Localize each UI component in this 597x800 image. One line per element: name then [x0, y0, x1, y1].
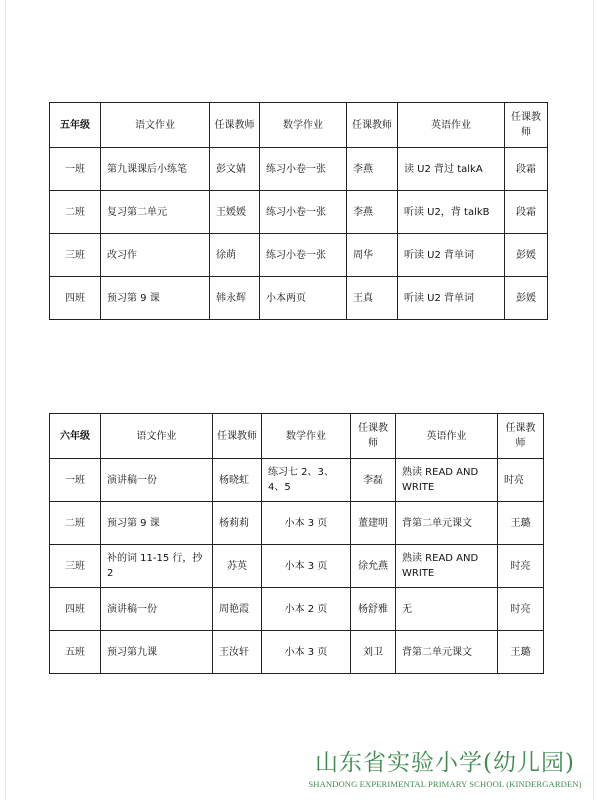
english-teacher: 段霜 [505, 148, 548, 191]
chinese-homework: 预习第九课 [101, 631, 213, 674]
col-teacher: 任课教师 [351, 414, 396, 459]
grade6-homework-table [49, 413, 544, 674]
chinese-homework: 预习第 9 课 [101, 277, 210, 320]
english-homework: 熟读 READ AND WRITE [396, 459, 498, 502]
class-name: 三班 [50, 545, 101, 588]
chinese-homework: 改习作 [101, 234, 210, 277]
math-teacher: 李燕 [347, 191, 398, 234]
table-row [50, 234, 548, 277]
math-homework: 小本 3 页 [262, 545, 351, 588]
chinese-teacher: 王媛媛 [210, 191, 260, 234]
math-homework: 练习小卷一张 [260, 234, 347, 277]
math-teacher: 徐允燕 [351, 545, 396, 588]
table-row [50, 148, 548, 191]
chinese-homework: 第九课课后小练笔 [101, 148, 210, 191]
math-teacher: 李磊 [351, 459, 396, 502]
col-english-homework: 英语作业 [398, 103, 505, 148]
chinese-teacher: 徐萌 [210, 234, 260, 277]
english-teacher: 段霜 [505, 191, 548, 234]
math-teacher: 王真 [347, 277, 398, 320]
table-header-row [50, 103, 548, 148]
english-homework: 听读 U2 背单词 [398, 234, 505, 277]
school-name-english: SHANDONG EXPERIMENTAL PRIMARY SCHOOL (KINDERGARDEN) [308, 779, 582, 789]
english-teacher: 时亮 [498, 545, 544, 588]
english-teacher: 彭媛 [505, 234, 548, 277]
math-homework: 练习小卷一张 [260, 148, 347, 191]
class-name: 二班 [50, 191, 101, 234]
math-homework: 小本 2 页 [262, 588, 351, 631]
english-homework: 听读 U2 背单词 [398, 277, 505, 320]
english-teacher: 王璐 [498, 502, 544, 545]
english-homework: 听读 U2，背 talkB [398, 191, 505, 234]
chinese-homework: 预习第 9 课 [101, 502, 213, 545]
col-chinese-homework: 语文作业 [101, 103, 210, 148]
english-homework: 读 U2 背过 talkA [398, 148, 505, 191]
english-teacher: 时亮 [498, 588, 544, 631]
table-row [50, 502, 544, 545]
chinese-homework: 补的词 11-15 行，抄 2 [101, 545, 213, 588]
chinese-teacher: 韩永辉 [210, 277, 260, 320]
grade5-homework-table [49, 102, 548, 320]
math-homework: 小本 3 页 [262, 631, 351, 674]
english-teacher: 时亮 [498, 459, 544, 502]
table-row [50, 545, 544, 588]
chinese-teacher: 周艳霞 [213, 588, 262, 631]
class-name: 五班 [50, 631, 101, 674]
class-name: 四班 [50, 277, 101, 320]
col-teacher: 任课教师 [213, 414, 262, 459]
english-teacher: 王璐 [498, 631, 544, 674]
table-row [50, 588, 544, 631]
math-teacher: 周华 [347, 234, 398, 277]
chinese-teacher: 杨晓虹 [213, 459, 262, 502]
chinese-teacher: 苏英 [213, 545, 262, 588]
english-homework: 背第二单元课文 [396, 631, 498, 674]
class-name: 一班 [50, 148, 101, 191]
col-english-homework: 英语作业 [396, 414, 498, 459]
chinese-teacher: 王汝轩 [213, 631, 262, 674]
col-teacher: 任课教师 [498, 414, 544, 459]
math-teacher: 刘卫 [351, 631, 396, 674]
col-math-homework: 数学作业 [262, 414, 351, 459]
chinese-teacher: 彭文婧 [210, 148, 260, 191]
chinese-homework: 演讲稿一份 [101, 588, 213, 631]
table-row [50, 459, 544, 502]
class-name: 一班 [50, 459, 101, 502]
col-teacher: 任课教师 [347, 103, 398, 148]
math-teacher: 董建明 [351, 502, 396, 545]
page-edge-right [593, 0, 594, 800]
table-row [50, 631, 544, 674]
class-name: 二班 [50, 502, 101, 545]
english-homework: 无 [396, 588, 498, 631]
math-homework: 小本两页 [260, 277, 347, 320]
table-header-row [50, 414, 544, 459]
english-homework: 背第二单元课文 [396, 502, 498, 545]
math-homework: 练习七 2、3、4、5 [262, 459, 351, 502]
chinese-homework: 演讲稿一份 [101, 459, 213, 502]
class-name: 四班 [50, 588, 101, 631]
col-teacher: 任课教师 [210, 103, 260, 148]
col-math-homework: 数学作业 [260, 103, 347, 148]
school-logo-footer [300, 748, 590, 790]
page-edge-left [5, 0, 6, 800]
chinese-homework: 复习第二单元 [101, 191, 210, 234]
math-teacher: 杨舒雅 [351, 588, 396, 631]
math-homework: 小本 3 页 [262, 502, 351, 545]
english-teacher: 彭媛 [505, 277, 548, 320]
english-homework: 熟读 READ AND WRITE [396, 545, 498, 588]
school-name-chinese: 山东省实验小学(幼儿园) [315, 750, 575, 776]
grade-label: 六年级 [50, 414, 101, 459]
class-name: 三班 [50, 234, 101, 277]
math-homework: 练习小卷一张 [260, 191, 347, 234]
table-row [50, 191, 548, 234]
grade-label: 五年级 [50, 103, 101, 148]
chinese-teacher: 杨莉莉 [213, 502, 262, 545]
math-teacher: 李燕 [347, 148, 398, 191]
col-teacher: 任课教师 [505, 103, 548, 148]
table-row [50, 277, 548, 320]
col-chinese-homework: 语文作业 [101, 414, 213, 459]
